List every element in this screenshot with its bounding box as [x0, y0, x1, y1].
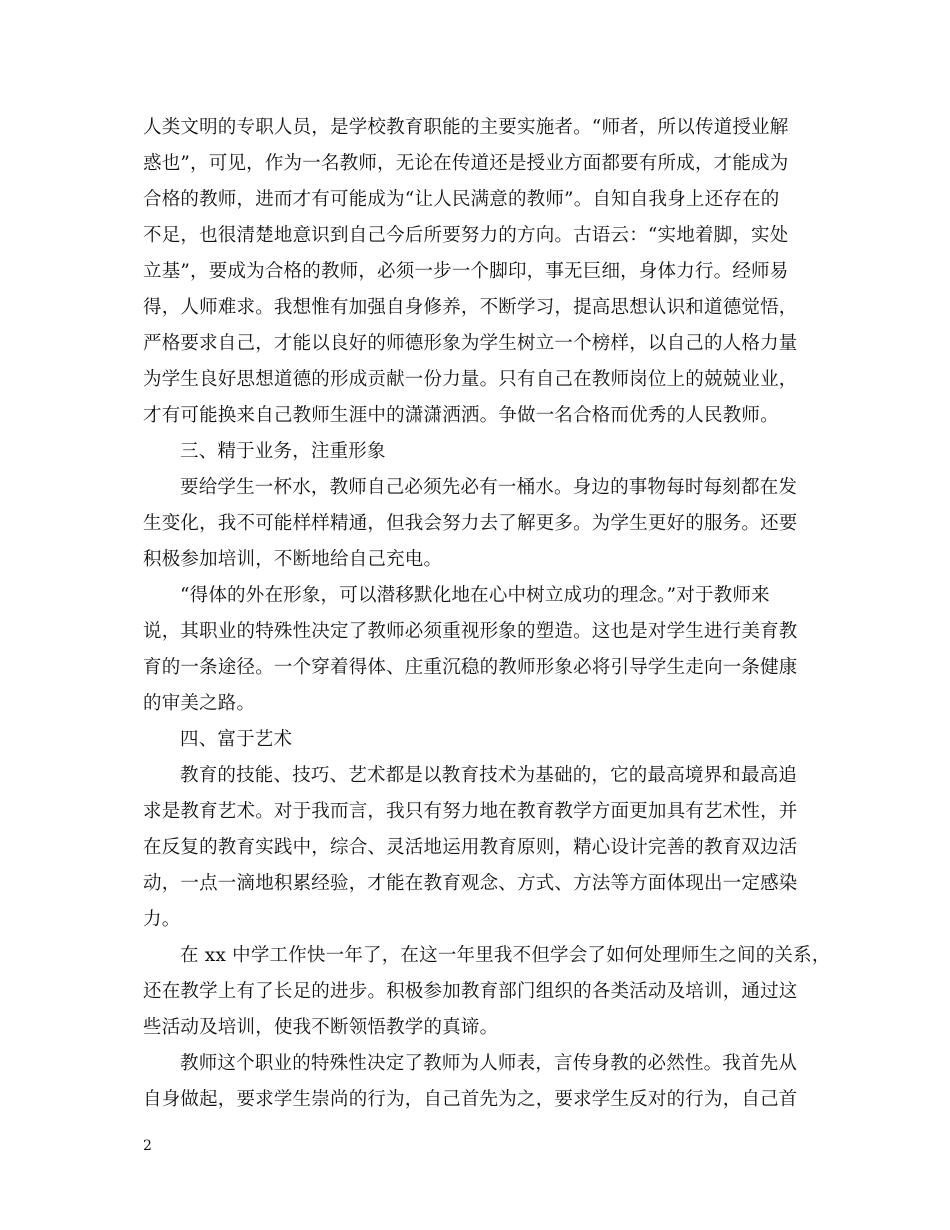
text-line: 惑也”，可见，作为一名教师，无论在传道还是授业方面都要有所成，才能成为 — [143, 153, 789, 174]
text-line: 人类文明的专职人员，是学校教育职能的主要实施者。“师者，所以传道授业解 — [143, 117, 789, 138]
text-line: 立基”，要成为合格的教师，必须一步一个脚印，事无巨细，身体力行。经师易 — [143, 261, 789, 282]
text-line: 才有可能换来自己教师生涯中的潇潇洒洒。争做一名合格而优秀的人民教师。 — [143, 405, 779, 426]
text-line: 在反复的教育实践中，综合、灵活地运用教育原则，精心设计完善的教育双边活 — [143, 837, 798, 858]
text-line: 些活动及培训，使我不断领悟教学的真谛。 — [143, 1017, 499, 1038]
text-line: 的审美之路。 — [143, 693, 256, 714]
paragraph-first-line: “得体的外在形象，可以潜移默化地在心中树立成功的理念。”对于教师来 — [180, 585, 770, 606]
text-line: 求是教育艺术。对于我而言，我只有努力地在教育教学方面更加具有艺术性，并 — [143, 801, 798, 822]
section-heading: 三、精于业务，注重形象 — [180, 441, 386, 462]
paragraph-first-line: 教育的技能、技巧、艺术都是以教育技术为基础的，它的最高境界和最高追 — [180, 765, 798, 786]
text-line: 还在教学上有了长足的进步。积极参加教育部门组织的各类活动及培训，通过这 — [143, 981, 798, 1002]
page-number: 2 — [143, 1138, 152, 1154]
text-line: 说，其职业的特殊性决定了教师必须重视形象的塑造。这也是对学生进行美育教 — [143, 621, 798, 642]
text-line: 积极参加培训，不断地给自己充电。 — [143, 549, 443, 570]
text-line: 动，一点一滴地积累经验，才能在教育观念、方式、方法等方面体现出一定感染 — [143, 873, 798, 894]
paragraph-first-line: 教师这个职业的特殊性决定了教师为人师表，言传身教的必然性。我首先从 — [180, 1053, 798, 1074]
text-line: 生变化，我不可能样样精通，但我会努力去了解更多。为学生更好的服务。还要 — [143, 513, 798, 534]
text-line: 力。 — [143, 909, 181, 930]
section-heading: 四、富于艺术 — [180, 729, 293, 750]
text-line: 合格的教师，进而才有可能成为“让人民满意的教师”。自知自我身上还存在的 — [143, 189, 780, 210]
text-line: 育的一条途径。一个穿着得体、庄重沉稳的教师形象必将引导学生走向一条健康 — [143, 657, 798, 678]
text-line: 不足，也很清楚地意识到自己今后所要努力的方向。古语云：“实地着脚，实处 — [143, 225, 789, 246]
text-line: 严格要求自己，才能以良好的师德形象为学生树立一个榜样，以自己的人格力量 — [143, 333, 798, 354]
paragraph-first-line: 在 xx 中学工作快一年了，在这一年里我不但学会了如何处理师生之间的关系， — [180, 945, 831, 966]
paragraph-first-line: 要给学生一杯水，教师自己必须先必有一桶水。身边的事物每时每刻都在发 — [180, 477, 798, 498]
text-line: 为学生良好思想道德的形成贡献一份力量。只有自己在教师岗位上的兢兢业业， — [143, 369, 798, 390]
text-line: 得，人师难求。我想惟有加强自身修养，不断学习，提高思想认识和道德觉悟， — [143, 297, 798, 318]
text-line: 自身做起，要求学生崇尚的行为，自己首先为之，要求学生反对的行为，自己首 — [143, 1089, 798, 1110]
